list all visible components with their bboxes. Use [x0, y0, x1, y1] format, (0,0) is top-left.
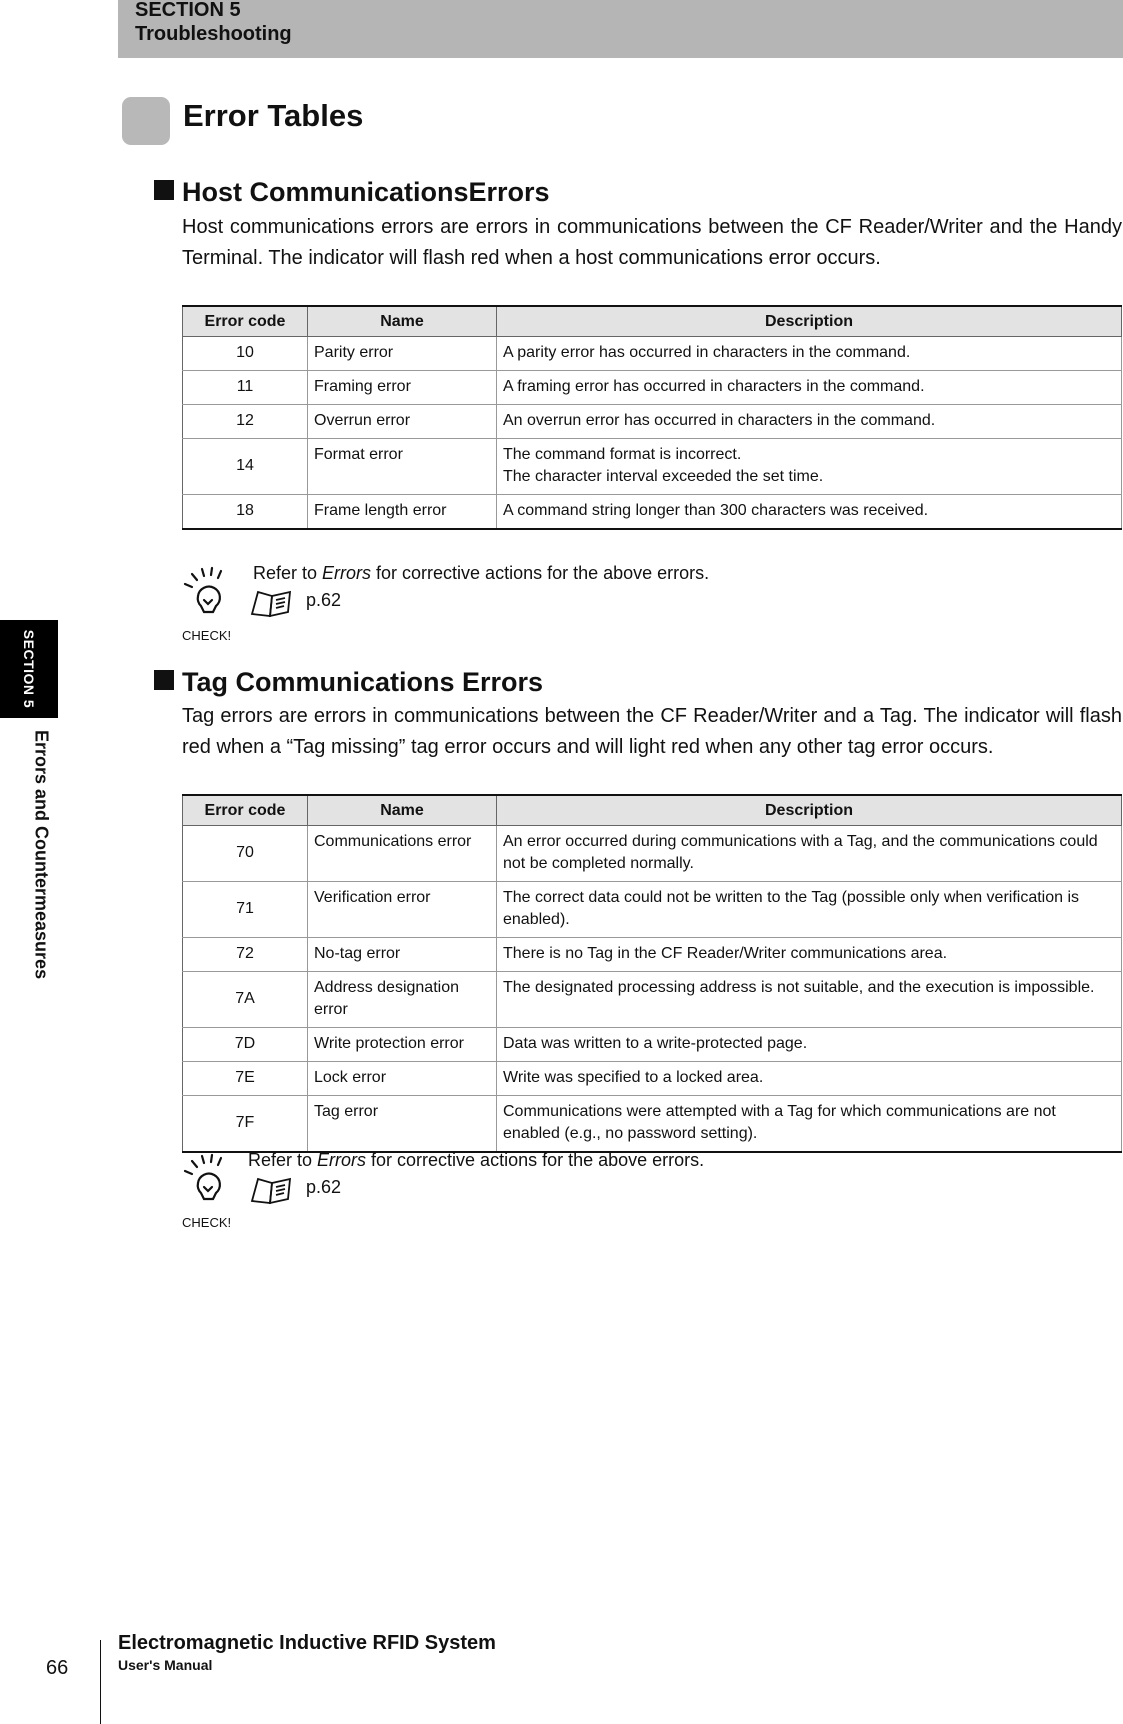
description-line: The character interval exceeded the set time.	[503, 468, 824, 485]
error-code-cell: 11	[183, 371, 308, 405]
description-line: Write was specified to a locked area.	[503, 1069, 764, 1086]
table-row	[183, 972, 1122, 1028]
table-header-row	[183, 795, 1122, 826]
description-line: The command format is incorrect.	[503, 446, 742, 463]
error-code-cell: 7F	[183, 1096, 308, 1153]
error-description-cell	[497, 405, 1122, 439]
tag-error-table	[182, 794, 1122, 1153]
page-title: Error Tables	[183, 98, 364, 133]
note-prefix: Refer to	[248, 1150, 318, 1170]
footer-divider	[100, 1640, 101, 1724]
error-name-cell: Communications error	[308, 826, 497, 882]
description-line: A command string longer than 300 characters was received.	[503, 502, 929, 519]
error-name-cell: Tag error	[308, 1096, 497, 1153]
tag-section-heading	[154, 665, 543, 699]
column-header: Error code	[183, 306, 308, 337]
table-row	[183, 1028, 1122, 1062]
footer-title: Electromagnetic Inductive RFID System	[118, 1632, 496, 1654]
tag-paragraph: Tag errors are errors in communications between the CF Reader/Writer and a Tag. The indicator will flash red when a “Tag missing” tag error occurs and will light red when any other tag error occurs.	[182, 705, 1122, 758]
description-line: An error occurred during communications with a Tag, and the communications could not be completed normally.	[503, 833, 1098, 872]
error-code-cell: 7D	[183, 1028, 308, 1062]
table-row	[183, 938, 1122, 972]
table-row	[183, 405, 1122, 439]
error-name-cell: Write protection error	[308, 1028, 497, 1062]
note-prefix: Refer to	[253, 563, 323, 583]
error-description-cell	[497, 826, 1122, 882]
note-link-errors[interactable]: Errors	[317, 1150, 367, 1170]
error-code-cell: 71	[183, 882, 308, 938]
error-code-cell: 18	[183, 495, 308, 530]
table-row	[183, 439, 1122, 495]
host-error-table	[182, 305, 1122, 530]
error-description-cell	[497, 495, 1122, 530]
error-description-cell	[497, 1028, 1122, 1062]
book-reference-icon	[250, 1175, 294, 1205]
error-name-cell: Verification error	[308, 882, 497, 938]
description-line: The designated processing address is not suitable, and the execution is impossible.	[503, 979, 1095, 996]
error-name-cell: Parity error	[308, 337, 497, 371]
error-description-cell	[497, 938, 1122, 972]
error-code-cell: 7E	[183, 1062, 308, 1096]
column-header: Name	[308, 306, 497, 337]
column-header: Description	[497, 306, 1122, 337]
footer-subtitle: User's Manual	[118, 1657, 213, 1673]
error-code-cell: 12	[183, 405, 308, 439]
host-heading-text: Host CommunicationsErrors	[182, 177, 550, 207]
error-name-cell: Overrun error	[308, 405, 497, 439]
column-header: Name	[308, 795, 497, 826]
check-lightbulb-icon	[180, 566, 250, 646]
error-code-cell: 14	[183, 439, 308, 495]
description-line: A parity error has occurred in characters in the command.	[503, 344, 911, 361]
column-header: Error code	[183, 795, 308, 826]
host-note	[253, 561, 709, 585]
table-row	[183, 826, 1122, 882]
host-page-reference[interactable]: p.62	[306, 590, 342, 610]
error-name-cell: Address designation error	[308, 972, 497, 1028]
check-lightbulb-icon	[180, 1153, 250, 1233]
description-line: Data was written to a write-protected page.	[503, 1035, 808, 1052]
error-name-cell: Format error	[308, 439, 497, 495]
error-description-cell	[497, 337, 1122, 371]
error-name-cell: Frame length error	[308, 495, 497, 530]
error-description-cell	[497, 439, 1122, 495]
host-paragraph: Host communications errors are errors in communications between the CF Reader/Writer and the Handy Terminal. The indicator will flash red when a host communications error occurs.	[182, 216, 1122, 269]
section-header-bar	[118, 0, 1123, 58]
page-number: 66	[46, 1657, 69, 1679]
column-header: Description	[497, 795, 1122, 826]
side-tab-label: SECTION 5	[21, 629, 37, 709]
description-line: Communications were attempted with a Tag for which communications are not enabled (e.g., no password setting).	[503, 1103, 1056, 1142]
check-label: CHECK!	[182, 628, 232, 643]
tag-note	[248, 1148, 704, 1172]
error-code-cell: 10	[183, 337, 308, 371]
error-name-cell: Framing error	[308, 371, 497, 405]
table-row	[183, 882, 1122, 938]
table-row	[183, 371, 1122, 405]
check-label: CHECK!	[182, 1215, 232, 1230]
error-description-cell	[497, 371, 1122, 405]
error-description-cell	[497, 882, 1122, 938]
title-marker	[122, 97, 170, 145]
table-row	[183, 1062, 1122, 1096]
book-reference-icon	[250, 588, 294, 618]
note-suffix: for corrective actions for the above errors.	[371, 563, 710, 583]
description-line: The correct data could not be written to the Tag (possible only when verification is enabled).	[503, 889, 1080, 928]
description-line: An overrun error has occurred in characters in the command.	[503, 412, 936, 429]
header-section: SECTION 5	[135, 0, 241, 21]
table-row	[183, 1096, 1122, 1153]
tag-page-reference[interactable]: p.62	[306, 1177, 342, 1197]
error-description-cell	[497, 1062, 1122, 1096]
error-code-cell: 70	[183, 826, 308, 882]
host-section-heading	[154, 175, 550, 209]
header-subtitle: Troubleshooting	[135, 23, 292, 45]
error-name-cell: Lock error	[308, 1062, 497, 1096]
side-section-tab	[0, 620, 58, 718]
side-chapter-label: Errors and Countermeasures	[31, 730, 52, 980]
table-row	[183, 337, 1122, 371]
note-suffix: for corrective actions for the above errors.	[366, 1150, 705, 1170]
square-bullet-icon	[154, 670, 174, 690]
error-description-cell	[497, 972, 1122, 1028]
error-code-cell: 7A	[183, 972, 308, 1028]
error-name-cell: No-tag error	[308, 938, 497, 972]
error-description-cell	[497, 1096, 1122, 1153]
table-row	[183, 495, 1122, 530]
tag-heading-text: Tag Communications Errors	[182, 667, 544, 697]
description-line: There is no Tag in the CF Reader/Writer communications area.	[503, 945, 948, 962]
table-header-row	[183, 306, 1122, 337]
square-bullet-icon	[154, 180, 174, 200]
description-line: A framing error has occurred in characters in the command.	[503, 378, 925, 395]
note-link-errors[interactable]: Errors	[322, 563, 372, 583]
error-code-cell: 72	[183, 938, 308, 972]
